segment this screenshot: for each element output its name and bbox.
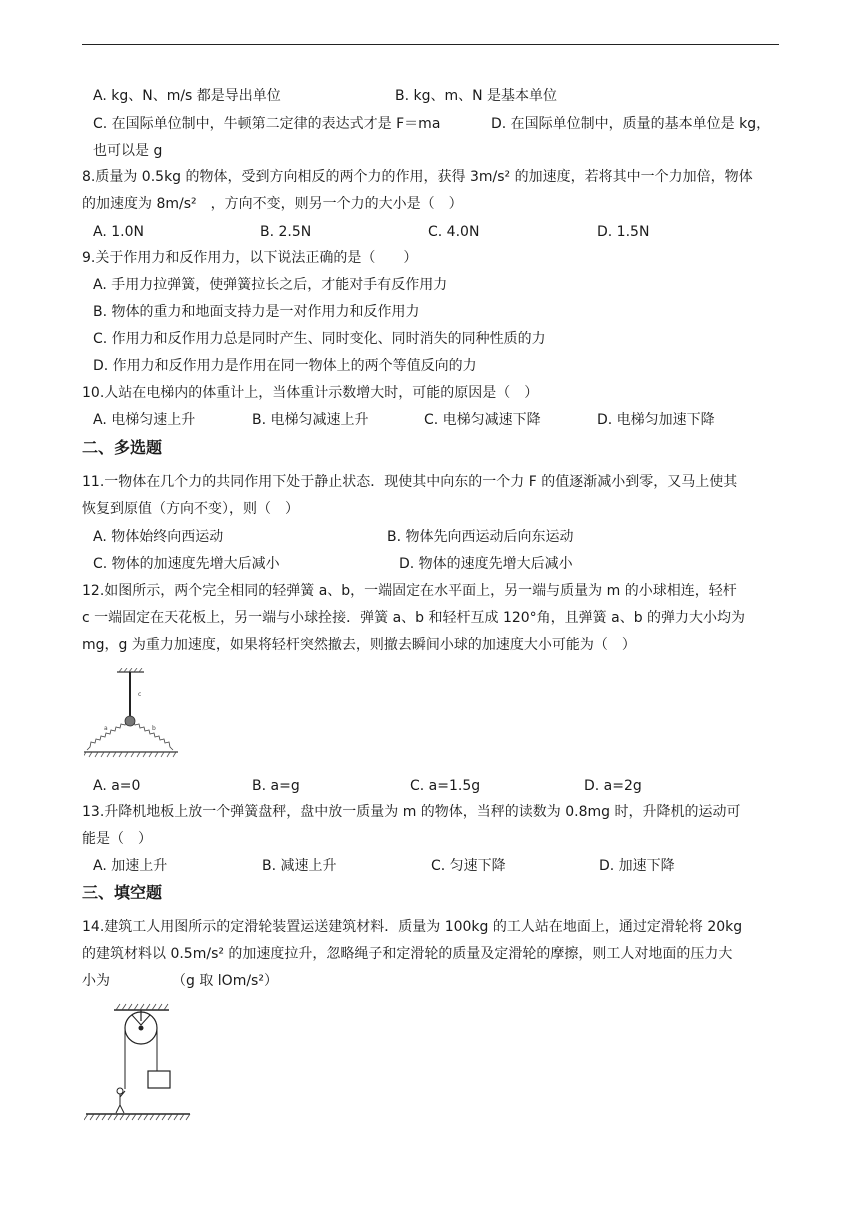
q11-option-a: A. 物体始终向西运动 (93, 529, 224, 545)
q12-option-d: D. a=2g (584, 778, 642, 794)
q8-option-c: C. 4.0N (428, 224, 480, 240)
q12-option-c: C. a=1.5g (410, 778, 481, 794)
q12-stem-line1: 12.如图所示，两个完全相同的轻弹簧 a、b，一端固定在水平面上，另一端与质量为 m 的小球相连，轻杆 (82, 583, 737, 599)
q9-option-d: D. 作用力和反作用力是作用在同一物体上的两个等值反向的力 (93, 358, 477, 374)
q10-option-a: A. 电梯匀速上升 (93, 412, 196, 428)
section-heading-multi-choice: 二、多选题 (82, 438, 163, 457)
q9-option-c: C. 作用力和反作用力总是同时产生、同时变化、同时消失的同种性质的力 (93, 331, 546, 347)
q13-stem-line2: 能是（ ） (82, 831, 152, 847)
q13-option-d: D. 加速下降 (599, 858, 675, 874)
q14-line3-prefix: 小为 (82, 973, 110, 989)
svg-text:a: a (104, 725, 108, 732)
q11-stem-line1: 11.一物体在几个力的共同作用下处于静止状态．现使其中向东的一个力 F 的值逐渐减小到零，又马上使其 (82, 474, 738, 490)
q11-stem-line2: 恢复到原值（方向不变），则（ ） (82, 501, 299, 517)
q14-stem-line3 (82, 972, 278, 990)
q8-stem-line2: 的加速度为 8m/s² ，方向不变，则另一个力的大小是（ ） (82, 196, 463, 212)
q10-option-d: D. 电梯匀加速下降 (597, 412, 715, 428)
q7-option-d: D. 在国际单位制中，质量的基本单位是 kg， (491, 116, 771, 132)
q10-option-c: C. 电梯匀减速下降 (424, 412, 541, 428)
q8-option-b: B. 2.5N (260, 224, 312, 240)
q12-option-b: B. a=g (252, 778, 300, 794)
q13-stem-line1: 13.升降机地板上放一个弹簧盘秤，盘中放一质量为 m 的物体，当秤的读数为 0.8mg 时，升降机的运动可 (82, 804, 741, 820)
q10-stem: 10.人站在电梯内的体重计上，当体重计示数增大时，可能的原因是（ ） (82, 385, 539, 401)
q12-option-a: A. a=0 (93, 778, 141, 794)
header-rule (82, 44, 779, 45)
q9-option-a: A. 手用力拉弹簧，使弹簧拉长之后，才能对手有反作用力 (93, 277, 448, 293)
q13-option-a: A. 加速上升 (93, 858, 168, 874)
q9-option-b: B. 物体的重力和地面支持力是一对作用力和反作用力 (93, 304, 420, 320)
q7-option-a: A. kg、N、m/s 都是导出单位 (93, 88, 281, 104)
q10-option-b: B. 电梯匀减速上升 (252, 412, 369, 428)
q9-stem: 9.关于作用力和反作用力，以下说法正确的是（ ） (82, 250, 418, 266)
spring-rod-ball-figure (84, 668, 184, 762)
pulley-figure (84, 1003, 194, 1127)
svg-text:c: c (138, 691, 142, 698)
q7-option-d-cont: 也可以是 g (93, 143, 163, 159)
q8-option-a: A. 1.0N (93, 224, 144, 240)
q8-option-d: D. 1.5N (597, 224, 650, 240)
q7-option-b: B. kg、m、N 是基本单位 (395, 88, 558, 104)
q11-option-d: D. 物体的速度先增大后减小 (399, 556, 573, 572)
q11-option-b: B. 物体先向西运动后向东运动 (387, 529, 574, 545)
q14-line3-suffix: （g 取 lOm/s²） (172, 973, 278, 989)
q11-option-c: C. 物体的加速度先增大后减小 (93, 556, 280, 572)
q13-option-c: C. 匀速下降 (431, 858, 506, 874)
q7-option-c: C. 在国际单位制中，牛顿第二定律的表达式才是 F＝ma (93, 116, 441, 132)
section-heading-fill-in: 三、填空题 (82, 883, 163, 902)
q13-option-b: B. 减速上升 (262, 858, 337, 874)
svg-text:b: b (152, 725, 156, 732)
q14-stem-line2: 的建筑材料以 0.5m/s² 的加速度拉升，忽略绳子和定滑轮的质量及定滑轮的摩擦，则工人对地面的压力大 (82, 946, 733, 962)
q14-stem-line1: 14.建筑工人用图所示的定滑轮装置运送建筑材料．质量为 100kg 的工人站在地面上，通过定滑轮将 20kg (82, 919, 743, 935)
q12-stem-line2: c 一端固定在天花板上，另一端与小球拴接．弹簧 a、b 和轻杆互成 120°角，且弹簧 a、b 的弹力大小均为 (82, 610, 746, 626)
q8-stem-line1: 8.质量为 0.5kg 的物体，受到方向相反的两个力的作用，获得 3m/s² 的加速度，若将其中一个力加倍，物体 (82, 169, 753, 185)
q12-stem-line3: mg，g 为重力加速度，如果将轻杆突然撤去，则撤去瞬间小球的加速度大小可能为（ ） (82, 637, 636, 653)
